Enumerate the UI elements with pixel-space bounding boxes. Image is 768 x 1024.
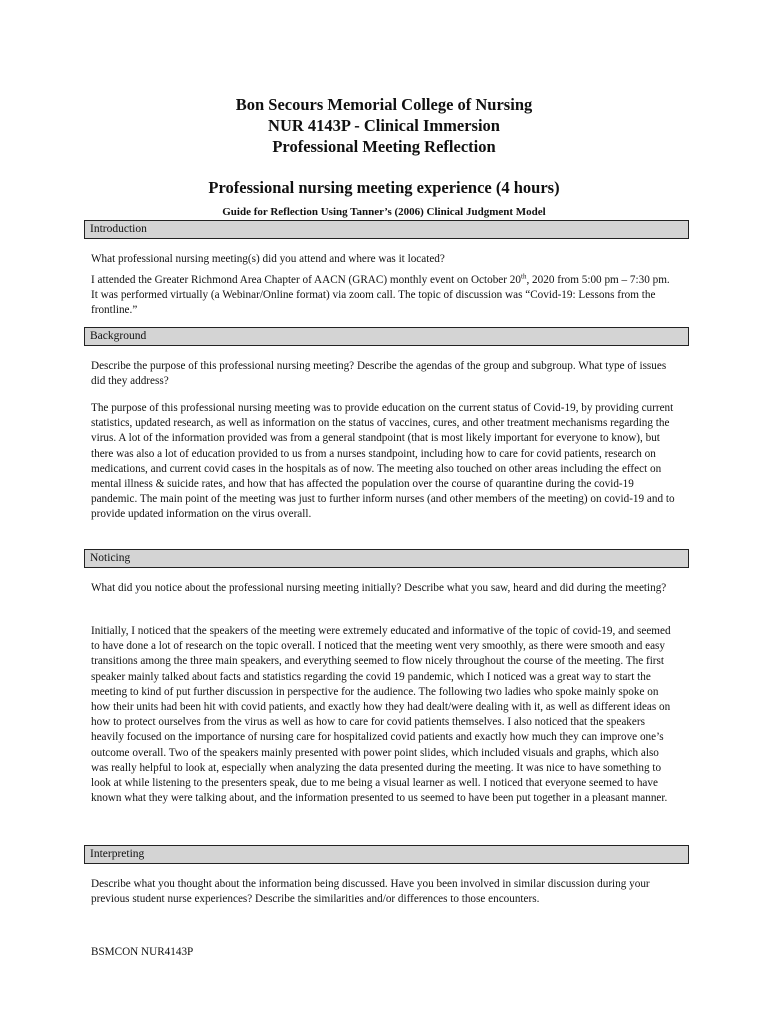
section-bar-background: Background bbox=[84, 327, 689, 346]
guide-subheading: Guide for Reflection Using Tanner’s (2006) Clinical Judgment Model bbox=[222, 206, 546, 218]
section-bar-noticing: Noticing bbox=[84, 549, 689, 568]
background-question: Describe the purpose of this professional nursing meeting? Describe the agendas of the group and subgroup. What type of issues did they address? bbox=[91, 360, 667, 388]
interpreting-question: Describe what you thought about the information being discussed. Have you been involved in similar discussion during your previous student nurse experiences? Describe the similarities and/or differences to those encounters. bbox=[91, 878, 650, 906]
college-name: Bon Secours Memorial College of Nursing bbox=[235, 95, 533, 114]
experience-heading: Professional nursing meeting experience (4 hours) bbox=[208, 178, 560, 197]
page-footer: BSMCON NUR4143P bbox=[91, 946, 194, 958]
introduction-answer: I attended the Greater Richmond Area Chapter of AACN (GRAC) monthly event on October 20th, 2020 from 5:00 pm – 7:30 pm. It was performed virtually (a Webinar/Online format) via zoom call. The topic of discussion was “Covid-19: Lessons from the frontline.” bbox=[91, 272, 670, 317]
introduction-question: What professional nursing meeting(s) did you attend and where was it located? bbox=[91, 253, 445, 265]
document-title-block bbox=[0, 94, 768, 157]
noticing-answer: Initially, I noticed that the speakers of the meeting were extremely educated and informative of the topic of covid-19, and seemed to have done a lot of research on the topic overall. I noticed that the meeting went very smoothly, as there were smooth and easy transitions among the three main speakers, and everything seemed to flow nicely throughout the course of the meeting. The first speaker mainly talked about facts and statistics regarding the covid 19 pandemic, which I noticed was a great way to start the meeting to kind of put further discussion in perspective for the audience. The following two ladies who spoke mainly spoke on how their units had been hit with covid patients, and exactly how they had dealt/were dealing with it, as well as different ideas on how to protect ourselves from the virus as well as how to care for covid patients themselves. I also noticed that the speakers heavily focused on the importance of nursing care for hospitalized covid patients and exactly how much they can improve one’s outcome overall. Two of the speakers mainly presented with power point slides, which included visuals and graphs, which also was really helpful to look at, especially when analyzing the data presented during the meeting. It was nice to have something to look at while listening to the presenters speak, due to me being a visual learner as well. I noticed that everyone seemed to have known what they were talking about, and the information presented to us seemed to have been put together in a pleasant manner. bbox=[91, 625, 671, 805]
document-title: Professional Meeting Reflection bbox=[272, 137, 496, 156]
course-title: NUR 4143P - Clinical Immersion bbox=[268, 116, 500, 135]
section-bar-introduction: Introduction bbox=[84, 220, 689, 239]
noticing-question: What did you notice about the professional nursing meeting initially? Describe what you saw, heard and did during the meeting? bbox=[91, 582, 667, 594]
background-answer: The purpose of this professional nursing meeting was to provide education on the current status of Covid-19, by providing current statistics, updated research, as well as information on the status of vaccines, cures, and other treatment mechanisms regarding the virus. A lot of the information provided was from a general standpoint (that is most likely important for everyone to know), but there was also a lot of education provided to us from a nurses standpoint, including how to care for covid patients, research on medications, and current covid cases in the hospitals as of now. The meeting also touched on other areas including the effect on mental illness & suicide rates, and how that has affected the population over the course of quarantine during the covid-19 pandemic. The main point of the meeting was just to further inform nurses (and other members of the meeting) on covid-19 and to provide updated information on the virus overall. bbox=[91, 402, 675, 521]
section-bar-interpreting: Interpreting bbox=[84, 845, 689, 864]
